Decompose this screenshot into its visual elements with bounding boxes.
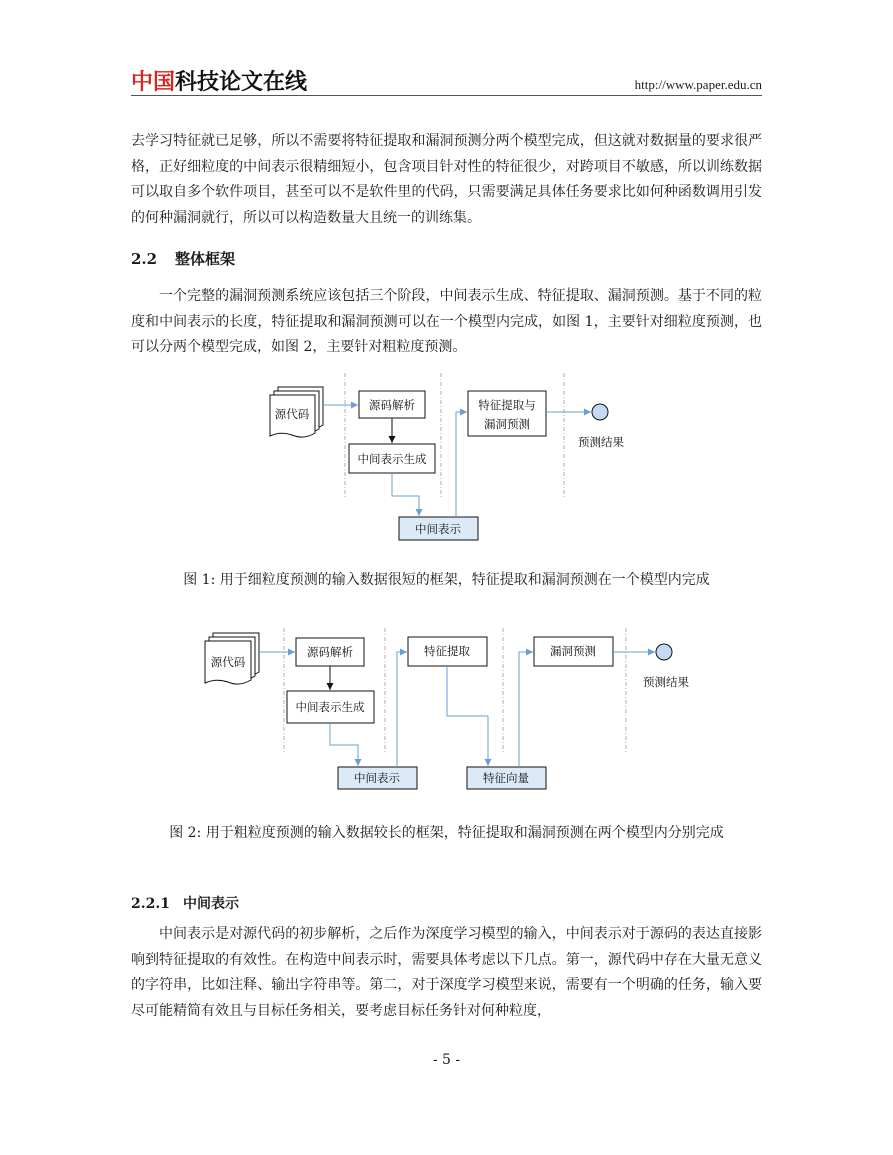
fig2-source-label: 源代码 <box>210 655 246 669</box>
subsection-title: 中间表示 <box>183 896 239 912</box>
subsection-heading <box>131 893 239 913</box>
logo-text-red: 中国 <box>131 70 176 95</box>
fig2-parse-label: 源码解析 <box>307 645 353 659</box>
fig1-result-circle <box>592 404 608 420</box>
figure2-caption: 图 2: 用于粗粒度预测的输入数据较长的框架，特征提取和漏洞预测在两个模型内分别完成 <box>169 825 724 841</box>
fig2-irgen-label: 中间表示生成 <box>295 700 365 714</box>
fig1-source-label: 源代码 <box>274 407 310 421</box>
logo-text-black: 科技论文在线 <box>175 70 308 95</box>
fig1-arrow-ir-featpred <box>456 412 467 517</box>
section-title: 整体框架 <box>175 250 236 268</box>
fig2-feat-label: 特征提取 <box>424 644 470 658</box>
fig2-ir-label: 中间表示 <box>354 771 400 785</box>
header-url[interactable]: http://www.paper.edu.cn <box>634 77 762 92</box>
fig2-result-circle <box>656 644 672 660</box>
figure1-caption: 图 1: 用于细粒度预测的输入数据很短的框架，特征提取和漏洞预测在一个模型内完成 <box>183 572 710 588</box>
fig1-parse-label: 源码解析 <box>369 398 415 412</box>
intro-paragraph: 去学习特征就已足够，所以不需要将特征提取和漏洞预测分两个模型完成，但这就对数据量的要求很严格，正好细粒度的中间表示很精细短小，包含项目针对性的特征很少，对跨项目不敏感，所以训练数据可以取自多个软件项目，甚至可以不是软件里的代码，只需要满足具体任务要求比如何种函数调用引发的何种漏洞就行，所以可以构造数量大且统一的训练集。 <box>131 133 762 226</box>
subsection-paragraph: 中间表示是对源代码的初步解析，之后作为深度学习模型的输入，中间表示对于源码的表达直接影响到特征提取的有效性。在构造中间表示时，需要具体考虑以下几点。第一，源代码中存在大量无意义的字符串，比如注释、输出字符串等。第二，对于深度学习模型来说，需要有一个明确的任务，输入要尽可能精简有效且与目标任务相关，要考虑目标任务针对何种粒度， <box>131 926 762 1019</box>
fig2-arrow-feat-vec <box>447 666 488 766</box>
section-number: 2.2 <box>131 250 158 268</box>
fig2-arrow-ir-feat <box>397 652 407 767</box>
fig1-result-label: 预测结果 <box>578 435 624 449</box>
page-number: - 5 - <box>432 1052 461 1068</box>
fig2-arrow-vec-pred <box>519 652 533 767</box>
fig1-ir-label: 中间表示 <box>415 522 461 536</box>
fig1-featpred-label-2: 漏洞预测 <box>484 417 530 431</box>
fig2-pred-label: 漏洞预测 <box>550 644 596 658</box>
fig2-arrow-irgen-ir <box>330 723 358 766</box>
fig1-featpred-label-1: 特征提取与 <box>478 398 536 412</box>
fig1-arrow-irgen-ir <box>392 473 419 516</box>
subsection-number: 2.2.1 <box>131 896 170 912</box>
fig1-irgen-label: 中间表示生成 <box>357 452 427 466</box>
fig2-featvec-label: 特征向量 <box>483 771 529 785</box>
fig2-result-label: 预测结果 <box>643 675 689 689</box>
section-paragraph: 一个完整的漏洞预测系统应该包括三个阶段，中间表示生成、特征提取、漏洞预测。基于不同的粒度和中间表示的长度，特征提取和漏洞预测可以在一个模型内完成，如图 1，主要针对细粒度预测，也可以分两个模型完成，如图 2，主要针对粗粒度预测。 <box>131 288 762 355</box>
